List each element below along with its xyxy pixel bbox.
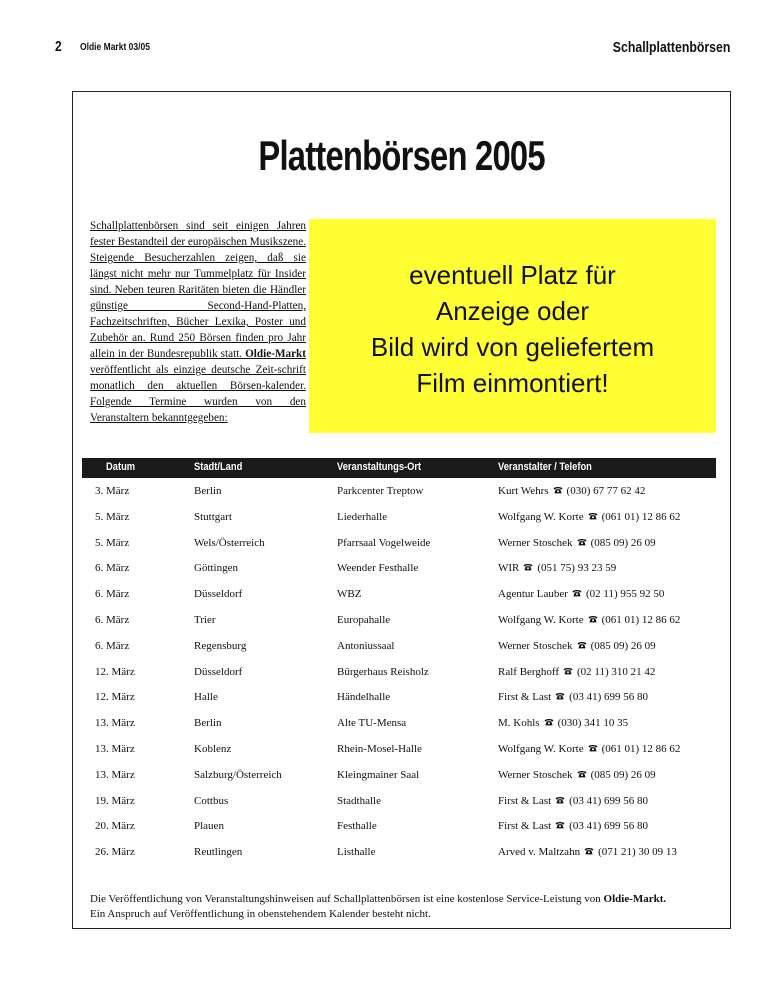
row-phone: (071 21) 30 09 13 bbox=[598, 846, 677, 859]
row-phone: (061 01) 12 86 62 bbox=[601, 742, 681, 755]
row-phone: (051 75) 93 23 59 bbox=[537, 562, 617, 575]
telephone-icon bbox=[588, 512, 598, 520]
intro-bold: Oldie-Markt bbox=[245, 348, 307, 360]
row-organizer: Wolfgang W. Korte bbox=[498, 510, 584, 523]
footnote-bold: Oldie-Markt. bbox=[603, 893, 667, 905]
row-organizer-cell bbox=[498, 485, 645, 497]
intro-text: Schallplattenbörsen sind seit einigen Jahren fester Bestandteil der europäischen Musikszene. Steigende Besucherzahlen zeigen, daß sie längst nicht mehr nur Tummelplatz für Insider sind. Neben teuren Raritäten bieten die Händler günstige Second-Hand-Platten, Fachzeitschriften, Bücher Lexika, Poster und Zubehör an. Rund 250 Börsen finden pro Jahr allein in der Bundesrepublik statt. bbox=[90, 220, 306, 360]
row-organizer-cell bbox=[498, 537, 656, 549]
row-organizer-cell bbox=[498, 743, 680, 755]
row-city: Göttingen bbox=[194, 562, 238, 575]
telephone-icon bbox=[577, 641, 587, 649]
row-organizer-cell bbox=[498, 511, 680, 523]
row-venue: WBZ bbox=[337, 588, 362, 601]
row-phone: (02 11) 310 21 42 bbox=[577, 665, 656, 678]
row-venue: Kleingmainer Saal bbox=[337, 768, 420, 781]
row-organizer-cell bbox=[498, 795, 648, 807]
telephone-icon bbox=[572, 589, 582, 597]
page-number: 2 bbox=[55, 38, 62, 55]
footnote bbox=[90, 892, 720, 922]
table-row bbox=[82, 555, 716, 581]
row-organizer: First & Last bbox=[498, 794, 552, 807]
row-date: 19. März bbox=[95, 794, 135, 807]
telephone-icon bbox=[555, 692, 565, 700]
row-venue: Händelhalle bbox=[337, 691, 391, 704]
ad-placeholder-text: eventuell Platz für Anzeige oder Bild wird von geliefertem Film einmontiert! bbox=[370, 260, 655, 398]
telephone-icon bbox=[588, 744, 598, 752]
header-date: Datum bbox=[106, 461, 136, 473]
row-phone: (061 01) 12 86 62 bbox=[601, 510, 681, 523]
row-date: 13. März bbox=[95, 768, 135, 781]
ad-placeholder bbox=[309, 219, 716, 433]
header-organizer: Veranstalter / Telefon bbox=[498, 461, 592, 473]
table-row bbox=[82, 530, 716, 556]
row-venue: Rhein-Mosel-Halle bbox=[337, 742, 422, 755]
row-date: 26. März bbox=[95, 846, 135, 859]
row-venue: Europahalle bbox=[337, 613, 391, 626]
row-venue: Stadthalle bbox=[337, 794, 381, 807]
row-organizer-cell bbox=[498, 588, 664, 600]
table-row bbox=[82, 839, 716, 865]
telephone-icon bbox=[555, 796, 565, 804]
table-row bbox=[82, 581, 716, 607]
row-date: 13. März bbox=[95, 742, 135, 755]
row-date: 6. März bbox=[95, 613, 130, 626]
section-title: Schallplattenbörsen bbox=[612, 39, 730, 56]
magazine-issue: Oldie Markt 03/05 bbox=[80, 42, 150, 53]
row-date: 5. März bbox=[95, 510, 130, 523]
row-organizer: Ralf Berghoff bbox=[498, 665, 559, 678]
row-phone: (03 41) 699 56 80 bbox=[569, 691, 648, 704]
event-table-body bbox=[82, 478, 716, 865]
row-organizer-cell bbox=[498, 717, 628, 729]
table-row bbox=[82, 788, 716, 814]
telephone-icon bbox=[555, 821, 565, 829]
row-city: Halle bbox=[194, 691, 218, 704]
telephone-icon bbox=[588, 615, 598, 623]
row-phone: (03 41) 699 56 80 bbox=[569, 820, 648, 833]
row-city: Wels/Österreich bbox=[194, 536, 265, 549]
row-city: Reutlingen bbox=[194, 846, 243, 859]
row-organizer-cell bbox=[498, 820, 648, 832]
row-organizer-cell bbox=[498, 846, 677, 858]
row-date: 6. März bbox=[95, 562, 130, 575]
row-city: Salzburg/Österreich bbox=[194, 768, 282, 781]
row-phone: (085 09) 26 09 bbox=[590, 536, 656, 549]
header-venue: Veranstaltungs-Ort bbox=[337, 461, 422, 473]
telephone-icon bbox=[563, 667, 573, 675]
row-phone: (085 09) 26 09 bbox=[590, 768, 656, 781]
row-date: 3. März bbox=[95, 485, 130, 497]
article-title: Plattenbörsen 2005 bbox=[258, 132, 545, 179]
row-city: Koblenz bbox=[194, 742, 232, 755]
row-phone: (030) 67 77 62 42 bbox=[566, 485, 646, 497]
table-row bbox=[82, 504, 716, 530]
row-venue: Listhalle bbox=[337, 846, 376, 859]
row-venue: Pfarrsaal Vogelweide bbox=[337, 536, 431, 549]
row-date: 6. März bbox=[95, 588, 130, 601]
row-phone: (030) 341 10 35 bbox=[557, 717, 629, 730]
row-city: Regensburg bbox=[194, 639, 247, 652]
table-row bbox=[82, 736, 716, 762]
article-title-wrap bbox=[73, 132, 730, 180]
row-organizer-cell bbox=[498, 691, 648, 703]
table-row bbox=[82, 684, 716, 710]
row-venue: Alte TU-Mensa bbox=[337, 717, 407, 730]
row-organizer: Wolfgang W. Korte bbox=[498, 613, 584, 626]
row-organizer: Kurt Wehrs bbox=[498, 485, 549, 497]
row-city: Cottbus bbox=[194, 794, 229, 807]
row-city: Stuttgart bbox=[194, 510, 232, 523]
row-phone: (061 01) 12 86 62 bbox=[601, 613, 681, 626]
row-date: 20. März bbox=[95, 820, 135, 833]
row-venue: Antoniussaal bbox=[337, 639, 395, 652]
table-row bbox=[82, 478, 716, 504]
table-row bbox=[82, 659, 716, 685]
row-city: Berlin bbox=[194, 485, 222, 497]
row-date: 12. März bbox=[95, 691, 135, 704]
footnote-line1: Die Veröffentlichung von Veranstaltungshinweisen auf Schallplattenbörsen ist eine kostenlose Service-Leistung von bbox=[90, 893, 601, 905]
telephone-icon bbox=[577, 538, 587, 546]
row-organizer: First & Last bbox=[498, 820, 552, 833]
row-organizer-cell bbox=[498, 614, 680, 626]
intro-paragraph bbox=[90, 218, 306, 426]
row-date: 5. März bbox=[95, 536, 130, 549]
row-organizer: WIR bbox=[498, 562, 520, 575]
row-venue: Liederhalle bbox=[337, 510, 388, 523]
row-organizer: Werner Stoschek bbox=[498, 768, 573, 781]
table-row bbox=[82, 607, 716, 633]
row-date: 6. März bbox=[95, 639, 130, 652]
row-organizer-cell bbox=[498, 562, 616, 574]
row-date: 12. März bbox=[95, 665, 135, 678]
row-organizer: Agentur Lauber bbox=[498, 588, 568, 601]
row-city: Berlin bbox=[194, 717, 222, 730]
article-frame bbox=[72, 91, 731, 929]
row-venue: Festhalle bbox=[337, 820, 377, 833]
row-organizer: M. Kohls bbox=[498, 717, 540, 730]
table-row bbox=[82, 813, 716, 839]
telephone-icon bbox=[584, 847, 594, 855]
header-city: Stadt/Land bbox=[194, 461, 243, 473]
row-venue: Parkcenter Treptow bbox=[337, 485, 424, 497]
table-row bbox=[82, 633, 716, 659]
row-city: Düsseldorf bbox=[194, 588, 243, 601]
row-date: 13. März bbox=[95, 717, 135, 730]
row-organizer: Wolfgang W. Korte bbox=[498, 742, 584, 755]
row-phone: (02 11) 955 92 50 bbox=[585, 588, 665, 601]
telephone-icon bbox=[577, 770, 587, 778]
row-phone: (03 41) 699 56 80 bbox=[569, 794, 648, 807]
row-organizer: Werner Stoschek bbox=[498, 639, 573, 652]
row-phone: (085 09) 26 09 bbox=[590, 639, 656, 652]
footnote-line2: Ein Anspruch auf Veröffentlichung in obenstehendem Kalender besteht nicht. bbox=[90, 908, 431, 920]
table-row bbox=[82, 710, 716, 736]
row-organizer: Werner Stoschek bbox=[498, 536, 573, 549]
table-header bbox=[82, 458, 716, 478]
row-venue: Bürgerhaus Reisholz bbox=[337, 665, 429, 678]
row-organizer-cell bbox=[498, 666, 655, 678]
row-organizer-cell bbox=[498, 640, 656, 652]
telephone-icon bbox=[553, 486, 563, 494]
row-organizer-cell bbox=[498, 769, 656, 781]
row-venue: Weender Festhalle bbox=[337, 562, 419, 575]
row-city: Trier bbox=[194, 613, 216, 626]
row-city: Düsseldorf bbox=[194, 665, 243, 678]
telephone-icon bbox=[523, 563, 533, 571]
row-organizer: Arved v. Maltzahn bbox=[498, 846, 581, 859]
table-row bbox=[82, 762, 716, 788]
intro-text-after: veröffentlicht als einzige deutsche Zeit-schrift monatlich den aktuellen Börsen-kalender. Folgende Termine wurden von den Veranstaltern bekanntgegeben: bbox=[90, 364, 306, 424]
telephone-icon bbox=[544, 718, 554, 726]
row-city: Plauen bbox=[194, 820, 224, 833]
row-organizer: First & Last bbox=[498, 691, 552, 704]
